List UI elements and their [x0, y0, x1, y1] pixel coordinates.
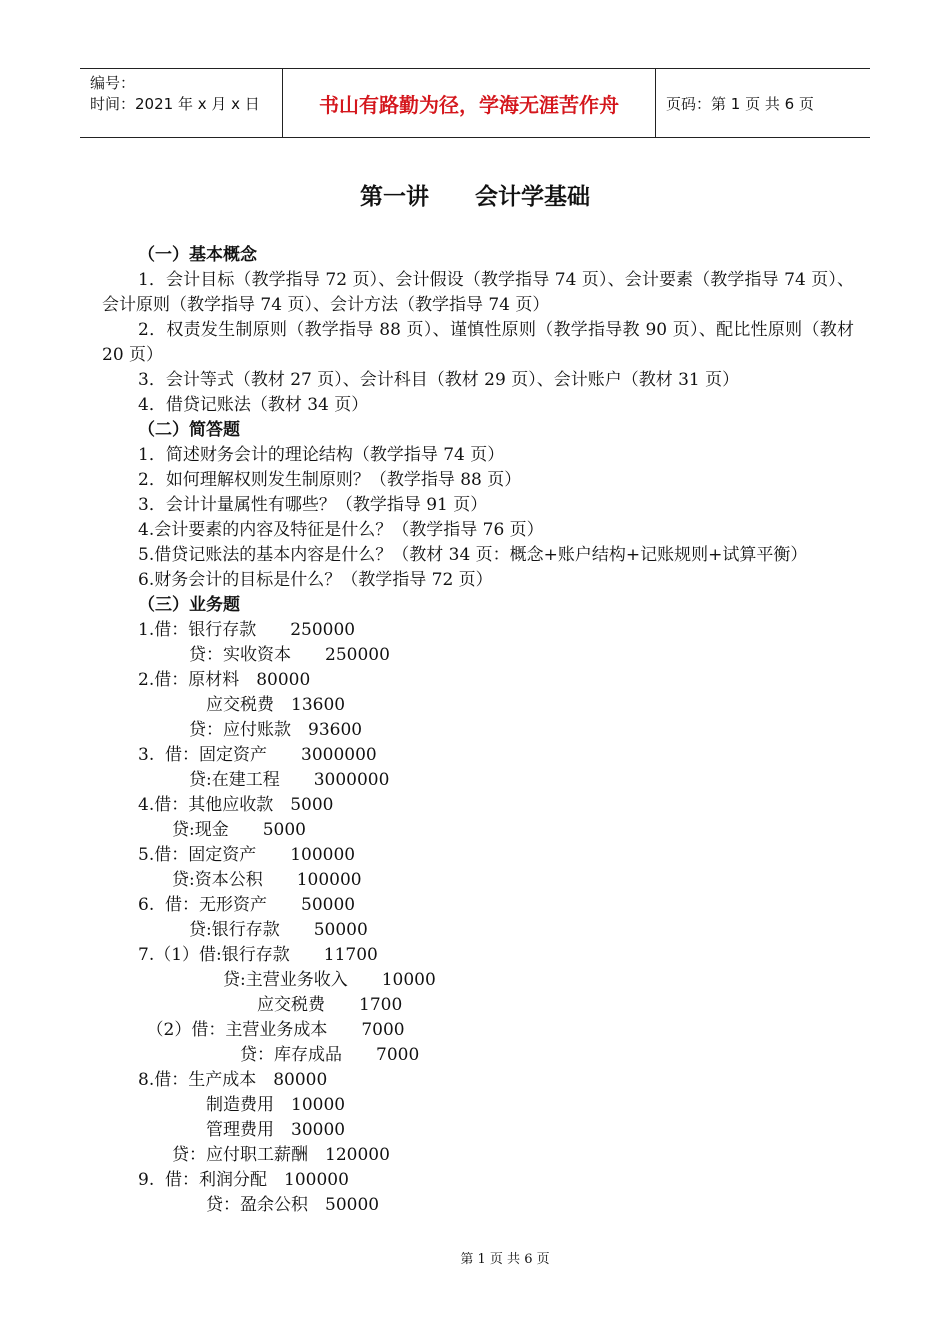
journal-line: 制造费用 10000 [138, 1095, 346, 1115]
journal-line: 贷：库存成品 7000 [138, 1045, 420, 1065]
header-page-info: 页码：第 1 页 共 6 页 [666, 94, 814, 113]
number-label: 编号： [90, 74, 136, 92]
paragraph: 4．借贷记账法（教材 34 页） [138, 395, 369, 415]
journal-line: 6. 借：无形资产 50000 [138, 895, 356, 915]
section-heading: （一）基本概念 [138, 245, 257, 265]
paragraph: 6.财务会计的目标是什么？（教学指导 72 页） [138, 570, 493, 590]
journal-line: 管理费用 30000 [138, 1120, 346, 1140]
journal-line: 贷:在建工程 3000000 [138, 770, 390, 790]
journal-line: 贷：应付职工薪酬 120000 [138, 1145, 390, 1165]
paragraph: 2．如何理解权则发生制原则？（教学指导 88 页） [138, 470, 522, 490]
paragraph: 1．会计目标（教学指导 72 页）、会计假设（教学指导 74 页）、会计要素（教学指导 74 页）、会计原则（教学指导 74 页）、会计方法（教学指导 74 页） [102, 270, 854, 315]
section-heading: （三）业务题 [138, 595, 240, 615]
paragraph: 5.借贷记账法的基本内容是什么？（教材 34 页：概念+账户结构+记账规则+试算平衡） [138, 545, 808, 565]
page-footer: 第 1 页 共 6 页 [460, 1252, 550, 1267]
paragraph: 3．会计等式（教材 27 页）、会计科目（教材 29 页）、会计账户（教材 31 页） [138, 370, 740, 390]
page-header [80, 68, 870, 138]
journal-line: 7.（1）借:银行存款 11700 [138, 945, 378, 965]
journal-entries [102, 618, 854, 1218]
header-meta [80, 69, 282, 137]
section-heading: （二）简答题 [138, 420, 240, 440]
journal-line: 5.借：固定资产 100000 [138, 845, 356, 865]
journal-line: 贷：盈余公积 50000 [138, 1195, 380, 1215]
journal-line: 3. 借：固定资产 3000000 [138, 745, 377, 765]
journal-line: 1.借：银行存款 250000 [138, 620, 356, 640]
page-title: 第一讲 会计学基础 [360, 184, 590, 210]
journal-line: 贷:资本公积 100000 [138, 870, 362, 890]
document-body [102, 243, 854, 1218]
journal-line: 贷:现金 5000 [138, 820, 306, 840]
paragraph: 2．权责发生制原则（教学指导 88 页）、谨慎性原则（教学指导教 90 页）、配比性原则（教材 20 页） [102, 320, 854, 365]
journal-line: 贷:主营业务收入 10000 [138, 970, 436, 990]
journal-line: 4.借：其他应收款 5000 [138, 795, 334, 815]
journal-line: 9. 借：利润分配 100000 [138, 1170, 349, 1190]
journal-line: 贷：实收资本 250000 [138, 645, 390, 665]
header-motto: 书山有路勤为径，学海无涯苦作舟 [282, 69, 656, 137]
paragraph: 1．简述财务会计的理论结构（教学指导 74 页） [138, 445, 505, 465]
journal-line: 8.借：生产成本 80000 [138, 1070, 328, 1090]
journal-line: 2.借：原材料 80000 [138, 670, 311, 690]
paragraph: 3．会计计量属性有哪些？（教学指导 91 页） [138, 495, 488, 515]
journal-line: 应交税费 13600 [138, 695, 346, 715]
time-label: 时间：2021 年 x 月 x 日 [90, 95, 260, 113]
journal-line: 贷：应付账款 93600 [138, 720, 363, 740]
journal-line: 应交税费 1700 [138, 995, 403, 1015]
journal-line: （2）借：主营业务成本 7000 [138, 1020, 405, 1040]
journal-line: 贷:银行存款 50000 [138, 920, 368, 940]
paragraph: 4.会计要素的内容及特征是什么？（教学指导 76 页） [138, 520, 544, 540]
